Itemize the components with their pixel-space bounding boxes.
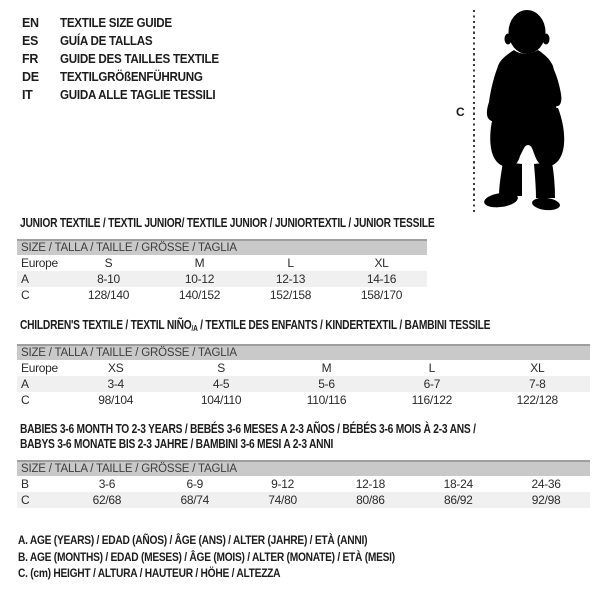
size-value-cell: 62/68 bbox=[92, 493, 122, 507]
babies-table bbox=[17, 476, 590, 508]
size-value-cell: 3-4 bbox=[107, 377, 124, 391]
size-value-cell: 110/116 bbox=[306, 393, 347, 407]
size-value-cell: 116/122 bbox=[411, 393, 453, 407]
title-line: BABIES 3-6 MONTH TO 2-3 YEARS / BEBÉS 3-6 MESES A 2-3 AÑOS / BÉBÉS 3-6 MOIS À 2-3 ANS / bbox=[20, 422, 476, 436]
guide-title: TEXTILGRÖßENFÜHRUNG bbox=[60, 70, 203, 84]
size-header-bar: SIZE / TALLA / TAILLE / GRÖSSE / TAGLIA bbox=[17, 344, 590, 360]
language-code: FR bbox=[22, 52, 39, 66]
size-value-cell: 6-7 bbox=[423, 377, 441, 391]
language-row bbox=[22, 50, 231, 68]
language-title-list bbox=[22, 14, 231, 104]
table-row bbox=[17, 392, 590, 408]
language-row bbox=[22, 68, 231, 86]
size-value-cell: M bbox=[321, 361, 332, 375]
row-label-cell: C bbox=[21, 393, 30, 407]
language-code: IT bbox=[22, 88, 33, 102]
guide-title: GUIDE DES TAILLES TEXTILE bbox=[60, 52, 219, 66]
table-row bbox=[17, 492, 590, 508]
section-title-junior: JUNIOR TEXTILE / TEXTIL JUNIOR/ TEXTILE JUNIOR / JUNIORTEXTIL / JUNIOR TESSILE bbox=[20, 216, 435, 230]
babies-size-table bbox=[17, 460, 590, 508]
junior-size-table bbox=[17, 239, 427, 303]
table-row bbox=[17, 255, 427, 271]
size-value-cell: 12-13 bbox=[275, 272, 306, 286]
measure-legend bbox=[18, 533, 461, 583]
size-value-cell: XL bbox=[530, 361, 545, 375]
table-row bbox=[17, 271, 427, 287]
size-value-cell: S bbox=[104, 256, 113, 270]
language-row bbox=[22, 86, 231, 104]
size-value-cell: 7-8 bbox=[529, 377, 546, 391]
table-row bbox=[17, 287, 427, 303]
size-value-cell: 12-18 bbox=[355, 477, 385, 491]
size-value-cell: 5-6 bbox=[318, 377, 335, 391]
size-value-cell: 80/86 bbox=[356, 493, 385, 507]
row-label-cell: A bbox=[21, 272, 29, 286]
size-value-cell: XL bbox=[374, 256, 389, 270]
language-code: EN bbox=[22, 16, 39, 30]
size-value-cell: L bbox=[287, 256, 294, 270]
size-value-cell: 92/98 bbox=[531, 493, 561, 507]
guide-title: GUÍA DE TALLAS bbox=[60, 34, 153, 48]
size-value-cell: 8-10 bbox=[97, 272, 120, 286]
size-value-cell: 14-16 bbox=[366, 272, 397, 286]
size-value-cell: 152/158 bbox=[269, 288, 312, 302]
size-value-cell: 104/110 bbox=[200, 393, 242, 407]
legend-line-c: C. (cm) HEIGHT / ALTURA / HAUTEUR / HÖHE / ALTEZZA bbox=[18, 566, 281, 580]
size-header-bar: SIZE / TALLA / TAILLE / GRÖSSE / TAGLIA bbox=[17, 239, 427, 255]
size-value-cell: 158/170 bbox=[360, 288, 403, 302]
size-value-cell: 122/128 bbox=[516, 393, 558, 407]
table-row bbox=[17, 360, 590, 376]
title-text-part: CHILDREN'S TEXTILE / TEXTIL NIÑO bbox=[20, 318, 192, 332]
title-subscript-part: /A bbox=[191, 324, 198, 333]
size-header-bar: SIZE / TALLA / TAILLE / GRÖSSE / TAGLIA bbox=[17, 460, 590, 476]
row-label-cell: Europe bbox=[21, 256, 58, 270]
section-title-children bbox=[20, 318, 490, 336]
row-label-cell: C bbox=[21, 288, 30, 302]
language-row bbox=[22, 32, 231, 50]
row-label-cell: C bbox=[21, 493, 30, 507]
children-table bbox=[17, 360, 590, 408]
language-code: ES bbox=[22, 34, 39, 48]
size-value-cell: 18-24 bbox=[443, 477, 473, 491]
size-value-cell: 128/140 bbox=[87, 288, 130, 302]
size-value-cell: 98/104 bbox=[98, 393, 134, 407]
size-value-cell: 6-9 bbox=[186, 477, 203, 491]
legend-line-a: A. AGE (YEARS) / EDAD (AÑOS) / ÂGE (ANS) / ALTER (JAHRE) / ETÀ (ANNI) bbox=[18, 533, 368, 547]
size-value-cell: XS bbox=[107, 361, 124, 375]
language-code: DE bbox=[22, 70, 39, 84]
guide-title: TEXTILE SIZE GUIDE bbox=[60, 16, 172, 30]
guide-title: GUIDA ALLE TAGLIE TESSILI bbox=[60, 88, 216, 102]
size-value-cell: 86/92 bbox=[443, 493, 473, 507]
size-value-cell: S bbox=[217, 361, 225, 375]
language-row bbox=[22, 14, 231, 32]
title-text-part: / TEXTILE DES ENFANTS / KINDERTEXTIL / BAMBINI TESSILE bbox=[197, 318, 491, 332]
size-value-cell: L bbox=[428, 361, 436, 375]
row-label-cell: Europe bbox=[21, 361, 58, 375]
children-size-table bbox=[17, 344, 590, 408]
baby-silhouette-icon bbox=[478, 8, 573, 213]
row-label-cell: B bbox=[21, 477, 29, 491]
table-row bbox=[17, 376, 590, 392]
table-row bbox=[17, 476, 590, 492]
size-value-cell: 4-5 bbox=[212, 377, 230, 391]
title-line: BABYS 3-6 MONATE BIS 2-3 JAHRE / BAMBINI 3-6 MESI A 2-3 ANNI bbox=[20, 437, 334, 451]
size-value-cell: 10-12 bbox=[184, 272, 215, 286]
size-value-cell: 9-12 bbox=[271, 477, 294, 491]
size-value-cell: 140/152 bbox=[178, 288, 221, 302]
section-title-babies bbox=[20, 422, 476, 452]
legend-line-b: B. AGE (MONTHS) / EDAD (MESES) / ÂGE (MOIS) / ALTER (MONATE) / ETÀ (MESI) bbox=[18, 549, 395, 564]
size-value-cell: M bbox=[194, 256, 205, 270]
size-value-cell: 74/80 bbox=[268, 493, 297, 507]
junior-table bbox=[17, 255, 427, 303]
size-value-cell: 24-36 bbox=[531, 477, 561, 491]
row-label-cell: A bbox=[21, 377, 29, 391]
height-dotted-line bbox=[473, 10, 475, 212]
height-measure-label: C bbox=[456, 105, 465, 119]
size-value-cell: 3-6 bbox=[98, 477, 116, 491]
size-value-cell: 68/74 bbox=[180, 493, 209, 507]
